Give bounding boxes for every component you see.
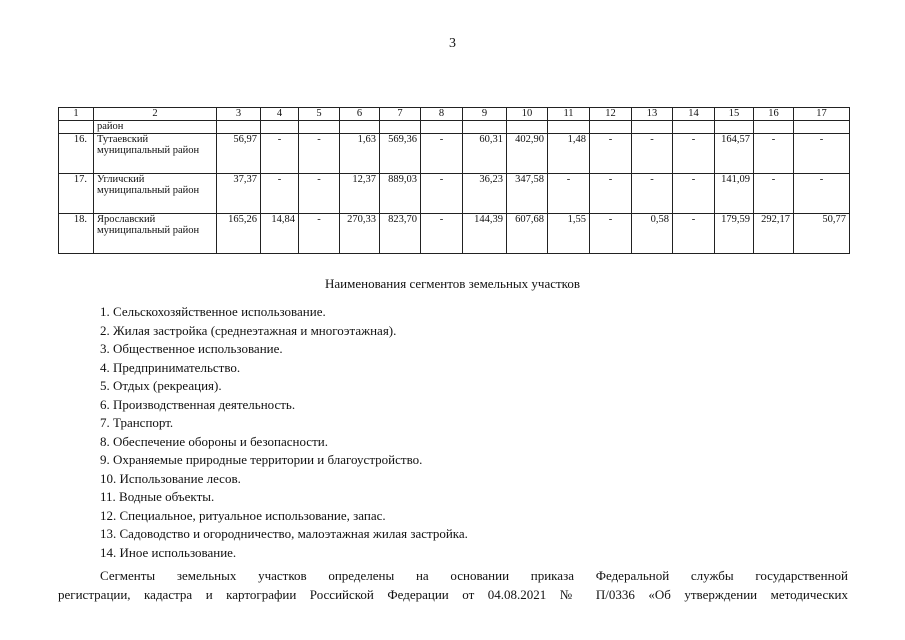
table-cell-value: 607,68 [507, 213, 548, 253]
table-header-cell: 14 [673, 108, 715, 121]
table-cell-value: 402,90 [507, 133, 548, 173]
table-cell-value: - [794, 173, 850, 213]
table-cell-name: Ярославский муниципальный район [94, 213, 217, 253]
table-cell-value: 50,77 [794, 213, 850, 253]
paragraph-line: регистрации, кадастра и картографии Российской Федерации от 04.08.2021 № П/0336 «Об утверждении методических [58, 587, 848, 602]
table-cell-value: 0,58 [632, 213, 673, 253]
legend-item: 14. Иное использование. [100, 544, 237, 560]
table-header-cell: 2 [94, 108, 217, 121]
table-cell-value: 1,63 [340, 133, 380, 173]
legend-item: 4. Предпринимательство. [100, 359, 241, 375]
table-cell [59, 120, 94, 133]
table-cell-value: - [299, 173, 340, 213]
legend-item: 12. Специальное, ритуальное использование, запас. [100, 507, 386, 523]
legend-item: 1. Сельскохозяйственное использование. [100, 304, 326, 319]
table-cell-index: 16. [59, 133, 94, 173]
table-cell-value: 14,84 [261, 213, 299, 253]
table-cell-index: 18. [59, 213, 94, 253]
table-cell-value: 270,33 [340, 213, 380, 253]
table-cell-value: - [261, 173, 299, 213]
table-row [59, 213, 850, 253]
body-paragraph [58, 566, 848, 604]
table-cell-value: - [673, 213, 715, 253]
table-cell-value: 56,97 [217, 133, 261, 173]
table-header-cell: 8 [421, 108, 463, 121]
land-segments-table [58, 107, 850, 254]
table-cell-name: Тутаевский муниципальный район [94, 133, 217, 173]
table-cell-value: 164,57 [715, 133, 754, 173]
table-row [59, 133, 850, 173]
table-cell-value: - [673, 133, 715, 173]
legend-item: 9. Охраняемые природные территории и благоустройство. [100, 452, 423, 467]
table-header-cell: 13 [632, 108, 673, 121]
legend-item: 7. Транспорт. [100, 415, 174, 430]
table-cell-value: 1,55 [548, 213, 590, 253]
table-cell-value: - [421, 133, 463, 173]
table-cell-value: - [673, 173, 715, 213]
table-cell-value: 165,26 [217, 213, 261, 253]
table-cell-name: район [94, 120, 217, 133]
table-row [59, 120, 850, 133]
table-cell-value: 569,36 [380, 133, 421, 173]
page-number: 3 [449, 36, 456, 51]
table-cell-value: 347,58 [507, 173, 548, 213]
table-cell-value: - [421, 213, 463, 253]
table-cell-value: 60,31 [463, 133, 507, 173]
table-header-cell: 9 [463, 108, 507, 121]
table-cell-value: - [754, 133, 794, 173]
table-cell-value: - [632, 173, 673, 213]
table-header-cell: 12 [590, 108, 632, 121]
table-cell-value: - [754, 173, 794, 213]
table-header-cell: 11 [548, 108, 590, 121]
table-cell-value: 141,09 [715, 173, 754, 213]
table-cell-value: - [548, 173, 590, 213]
table-header-cell: 6 [340, 108, 380, 121]
table-cell-value: 179,59 [715, 213, 754, 253]
legend-title: Наименования сегментов земельных участков [325, 276, 580, 291]
table-header-cell: 1 [59, 108, 94, 121]
table-cell-index: 17. [59, 173, 94, 213]
table-cell-value: 37,37 [217, 173, 261, 213]
legend-item: 11. Водные объекты. [100, 489, 215, 504]
paragraph-line: Сегменты земельных участков определены на основании приказа Федеральной службы государственной [100, 568, 848, 583]
table-cell-value: 889,03 [380, 173, 421, 213]
table-cell-name: Угличский муниципальный район [94, 173, 217, 213]
table-header-cell: 4 [261, 108, 299, 121]
legend-item: 5. Отдых (рекреация). [100, 378, 222, 393]
table-cell-value: - [299, 213, 340, 253]
table-cell-value: - [590, 213, 632, 253]
table-header-cell: 3 [217, 108, 261, 121]
table-header-cell: 16 [754, 108, 794, 121]
table-header-row [59, 108, 850, 121]
table-cell-value: 292,17 [754, 213, 794, 253]
table-cell-value: - [421, 173, 463, 213]
table-cell-value: - [590, 173, 632, 213]
table-header-cell: 17 [794, 108, 850, 121]
table-cell-value: 823,70 [380, 213, 421, 253]
legend-item: 13. Садоводство и огородничество, малоэтажная жилая застройка. [100, 526, 468, 541]
legend-item: 8. Обеспечение обороны и безопасности. [100, 433, 328, 449]
table-cell-value: 12,37 [340, 173, 380, 213]
table-cell-value: 36,23 [463, 173, 507, 213]
table-cell-value: - [261, 133, 299, 173]
table-cell-value: - [632, 133, 673, 173]
table-header-cell: 5 [299, 108, 340, 121]
legend-item: 2. Жилая застройка (среднеэтажная и многоэтажная). [100, 322, 397, 338]
segment-legend-list [100, 303, 468, 562]
legend-item: 10. Использование лесов. [100, 470, 241, 486]
table-cell-value: - [794, 133, 850, 173]
legend-item: 6. Производственная деятельность. [100, 396, 296, 412]
table-header-cell: 15 [715, 108, 754, 121]
table-row [59, 173, 850, 213]
table-header-cell: 10 [507, 108, 548, 121]
table-cell-value: 1,48 [548, 133, 590, 173]
table-cell-value: 144,39 [463, 213, 507, 253]
legend-item: 3. Общественное использование. [100, 341, 283, 356]
table-cell-value: - [299, 133, 340, 173]
table-header-cell: 7 [380, 108, 421, 121]
table-cell-value: - [590, 133, 632, 173]
